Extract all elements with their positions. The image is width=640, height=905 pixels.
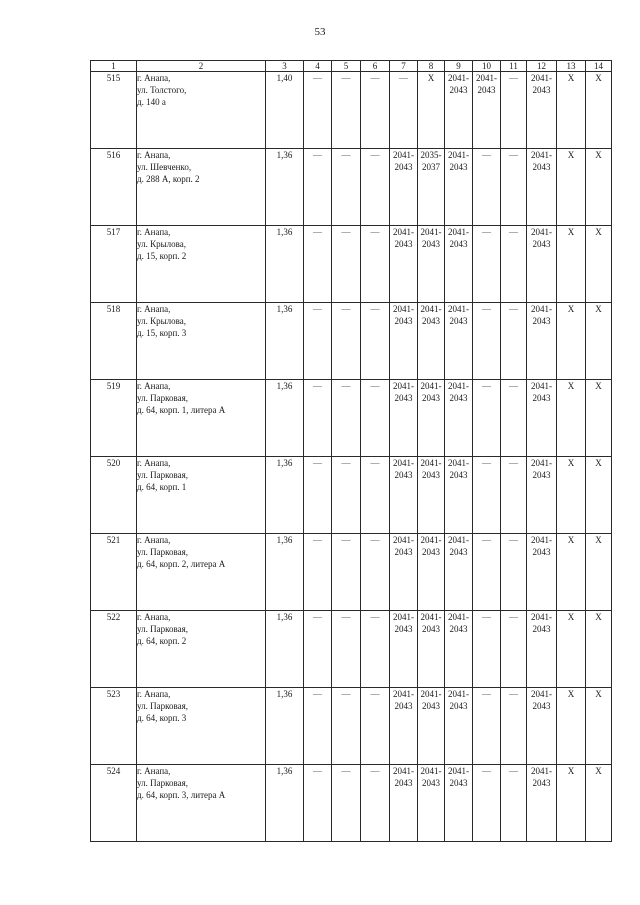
cell-col10: —: [473, 226, 501, 303]
cell-col8: 2041- 2043: [418, 303, 445, 380]
cell-col11: —: [501, 303, 527, 380]
row-number: 516: [91, 149, 137, 226]
row-number: 524: [91, 765, 137, 842]
table-row: [91, 457, 612, 534]
row-number: 518: [91, 303, 137, 380]
column-numbers-row: [91, 61, 612, 72]
cell-col7: 2041- 2043: [390, 149, 418, 226]
cell-col12: 2041- 2043: [527, 226, 557, 303]
table-row: [91, 534, 612, 611]
cell-col6: —: [361, 611, 390, 688]
column-header: 13: [557, 61, 586, 72]
cell-col13: X: [557, 611, 586, 688]
area-cell: 1,36: [266, 765, 304, 842]
cell-col4: —: [304, 457, 332, 534]
cell-col6: —: [361, 688, 390, 765]
cell-col10: —: [473, 611, 501, 688]
cell-col11: —: [501, 611, 527, 688]
register-table: [90, 60, 612, 842]
cell-col7: 2041- 2043: [390, 457, 418, 534]
cell-col8: 2041- 2043: [418, 380, 445, 457]
table-row: [91, 226, 612, 303]
column-header: 10: [473, 61, 501, 72]
cell-col12: 2041- 2043: [527, 688, 557, 765]
row-number: 522: [91, 611, 137, 688]
address-cell: г. Анапа, ул. Толстого, д. 140 а: [137, 72, 266, 149]
cell-col5: —: [332, 457, 361, 534]
address-cell: г. Анапа, ул. Шевченко, д. 288 А, корп. 2: [137, 149, 266, 226]
column-header: 5: [332, 61, 361, 72]
cell-col4: —: [304, 611, 332, 688]
cell-col12: 2041- 2043: [527, 72, 557, 149]
cell-col13: X: [557, 457, 586, 534]
area-cell: 1,36: [266, 226, 304, 303]
cell-col9: 2041- 2043: [445, 688, 473, 765]
column-header: 12: [527, 61, 557, 72]
cell-col4: —: [304, 72, 332, 149]
table-row: [91, 72, 612, 149]
cell-col5: —: [332, 380, 361, 457]
cell-col11: —: [501, 688, 527, 765]
address-cell: г. Анапа, ул. Парковая, д. 64, корп. 2, литера А: [137, 534, 266, 611]
row-number: 523: [91, 688, 137, 765]
cell-col11: —: [501, 765, 527, 842]
cell-col10: —: [473, 534, 501, 611]
cell-col13: X: [557, 688, 586, 765]
column-header: 11: [501, 61, 527, 72]
cell-col6: —: [361, 149, 390, 226]
cell-col7: 2041- 2043: [390, 534, 418, 611]
table-row: [91, 611, 612, 688]
cell-col9: 2041- 2043: [445, 226, 473, 303]
cell-col4: —: [304, 534, 332, 611]
cell-col7: 2041- 2043: [390, 765, 418, 842]
cell-col5: —: [332, 72, 361, 149]
cell-col10: 2041- 2043: [473, 72, 501, 149]
cell-col8: 2041- 2043: [418, 611, 445, 688]
cell-col8: X: [418, 72, 445, 149]
area-cell: 1,36: [266, 457, 304, 534]
cell-col13: X: [557, 149, 586, 226]
cell-col9: 2041- 2043: [445, 303, 473, 380]
column-header: 4: [304, 61, 332, 72]
cell-col14: X: [586, 380, 612, 457]
address-cell: г. Анапа, ул. Парковая, д. 64, корп. 2: [137, 611, 266, 688]
table-row: [91, 149, 612, 226]
table-body: [91, 72, 612, 842]
address-cell: г. Анапа, ул. Крылова, д. 15, корп. 2: [137, 226, 266, 303]
cell-col8: 2035- 2037: [418, 149, 445, 226]
cell-col10: —: [473, 303, 501, 380]
cell-col8: 2041- 2043: [418, 534, 445, 611]
cell-col9: 2041- 2043: [445, 611, 473, 688]
cell-col9: 2041- 2043: [445, 72, 473, 149]
column-header: 3: [266, 61, 304, 72]
area-cell: 1,36: [266, 611, 304, 688]
cell-col13: X: [557, 380, 586, 457]
cell-col12: 2041- 2043: [527, 380, 557, 457]
cell-col5: —: [332, 765, 361, 842]
cell-col8: 2041- 2043: [418, 226, 445, 303]
address-cell: г. Анапа, ул. Парковая, д. 64, корп. 1, литера А: [137, 380, 266, 457]
cell-col6: —: [361, 534, 390, 611]
row-number: 517: [91, 226, 137, 303]
cell-col14: X: [586, 688, 612, 765]
cell-col9: 2041- 2043: [445, 380, 473, 457]
cell-col6: —: [361, 226, 390, 303]
cell-col7: 2041- 2043: [390, 380, 418, 457]
cell-col14: X: [586, 457, 612, 534]
cell-col10: —: [473, 380, 501, 457]
cell-col12: 2041- 2043: [527, 611, 557, 688]
cell-col7: 2041- 2043: [390, 226, 418, 303]
cell-col5: —: [332, 226, 361, 303]
cell-col14: X: [586, 149, 612, 226]
cell-col13: X: [557, 226, 586, 303]
cell-col6: —: [361, 457, 390, 534]
cell-col9: 2041- 2043: [445, 149, 473, 226]
column-header: 6: [361, 61, 390, 72]
cell-col5: —: [332, 534, 361, 611]
cell-col14: X: [586, 72, 612, 149]
cell-col4: —: [304, 688, 332, 765]
cell-col11: —: [501, 457, 527, 534]
cell-col13: X: [557, 765, 586, 842]
address-cell: г. Анапа, ул. Парковая, д. 64, корп. 1: [137, 457, 266, 534]
cell-col14: X: [586, 303, 612, 380]
column-header: 2: [137, 61, 266, 72]
cell-col4: —: [304, 226, 332, 303]
cell-col10: —: [473, 688, 501, 765]
cell-col9: 2041- 2043: [445, 534, 473, 611]
address-cell: г. Анапа, ул. Парковая, д. 64, корп. 3: [137, 688, 266, 765]
cell-col11: —: [501, 534, 527, 611]
cell-col6: —: [361, 72, 390, 149]
cell-col14: X: [586, 611, 612, 688]
cell-col11: —: [501, 226, 527, 303]
cell-col5: —: [332, 688, 361, 765]
page-number: 53: [314, 26, 326, 38]
cell-col5: —: [332, 303, 361, 380]
cell-col11: —: [501, 149, 527, 226]
table-row: [91, 303, 612, 380]
address-cell: г. Анапа, ул. Парковая, д. 64, корп. 3, литера А: [137, 765, 266, 842]
cell-col14: X: [586, 765, 612, 842]
cell-col12: 2041- 2043: [527, 534, 557, 611]
cell-col8: 2041- 2043: [418, 765, 445, 842]
area-cell: 1,36: [266, 149, 304, 226]
cell-col13: X: [557, 72, 586, 149]
cell-col4: —: [304, 380, 332, 457]
cell-col4: —: [304, 303, 332, 380]
cell-col5: —: [332, 611, 361, 688]
area-cell: 1,36: [266, 534, 304, 611]
cell-col11: —: [501, 380, 527, 457]
cell-col6: —: [361, 765, 390, 842]
table-row: [91, 765, 612, 842]
area-cell: 1,36: [266, 688, 304, 765]
cell-col6: —: [361, 303, 390, 380]
cell-col7: —: [390, 72, 418, 149]
cell-col13: X: [557, 534, 586, 611]
cell-col7: 2041- 2043: [390, 611, 418, 688]
column-header: 1: [91, 61, 137, 72]
cell-col11: —: [501, 72, 527, 149]
cell-col12: 2041- 2043: [527, 303, 557, 380]
cell-col8: 2041- 2043: [418, 688, 445, 765]
column-header: 9: [445, 61, 473, 72]
column-header: 7: [390, 61, 418, 72]
cell-col14: X: [586, 534, 612, 611]
cell-col5: —: [332, 149, 361, 226]
cell-col12: 2041- 2043: [527, 457, 557, 534]
cell-col6: —: [361, 380, 390, 457]
cell-col9: 2041- 2043: [445, 457, 473, 534]
cell-col7: 2041- 2043: [390, 303, 418, 380]
address-cell: г. Анапа, ул. Крылова, д. 15, корп. 3: [137, 303, 266, 380]
cell-col4: —: [304, 765, 332, 842]
cell-col4: —: [304, 149, 332, 226]
area-cell: 1,40: [266, 72, 304, 149]
cell-col9: 2041- 2043: [445, 765, 473, 842]
table-row: [91, 688, 612, 765]
table-row: [91, 380, 612, 457]
area-cell: 1,36: [266, 303, 304, 380]
cell-col14: X: [586, 226, 612, 303]
cell-col10: —: [473, 149, 501, 226]
column-header: 8: [418, 61, 445, 72]
column-header: 14: [586, 61, 612, 72]
area-cell: 1,36: [266, 380, 304, 457]
row-number: 521: [91, 534, 137, 611]
row-number: 515: [91, 72, 137, 149]
row-number: 519: [91, 380, 137, 457]
cell-col7: 2041- 2043: [390, 688, 418, 765]
cell-col12: 2041- 2043: [527, 149, 557, 226]
cell-col10: —: [473, 765, 501, 842]
cell-col13: X: [557, 303, 586, 380]
row-number: 520: [91, 457, 137, 534]
cell-col12: 2041- 2043: [527, 765, 557, 842]
cell-col10: —: [473, 457, 501, 534]
cell-col8: 2041- 2043: [418, 457, 445, 534]
